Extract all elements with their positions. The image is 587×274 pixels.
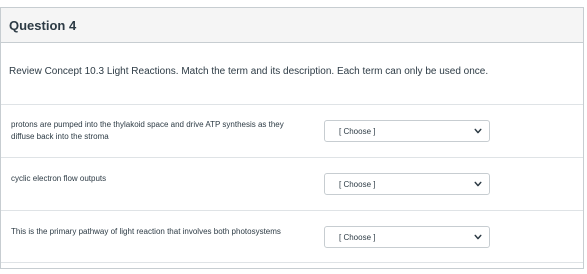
match-term: This is the primary pathway of light reaction that involves both photosystems: [11, 227, 281, 236]
match-term: cyclic electron flow outputs: [11, 174, 107, 183]
select-value: [ Choose ]: [339, 232, 376, 242]
question-title: Question 4: [9, 17, 77, 33]
select-value: [ Choose ]: [339, 179, 376, 189]
chevron-down-icon: [474, 233, 482, 241]
answer-select[interactable]: [324, 173, 490, 195]
chevron-down-icon: [474, 180, 482, 188]
match-row: [1, 157, 583, 210]
match-row: [1, 210, 583, 263]
answer-select[interactable]: [324, 226, 490, 248]
match-list: [1, 104, 583, 263]
select-value: [ Choose ]: [339, 126, 376, 136]
answer-select[interactable]: [324, 120, 490, 142]
question-instructions: Review Concept 10.3 Light Reactions. Match the term and its description. Each term can only be used once.: [9, 66, 489, 77]
match-term: protons are pumped into the thylakoid space and drive ATP synthesis as they diffuse back into the stroma: [11, 120, 284, 141]
match-row: [1, 104, 583, 157]
question-card: [0, 7, 584, 269]
chevron-down-icon: [474, 127, 482, 135]
question-header: [1, 8, 583, 43]
